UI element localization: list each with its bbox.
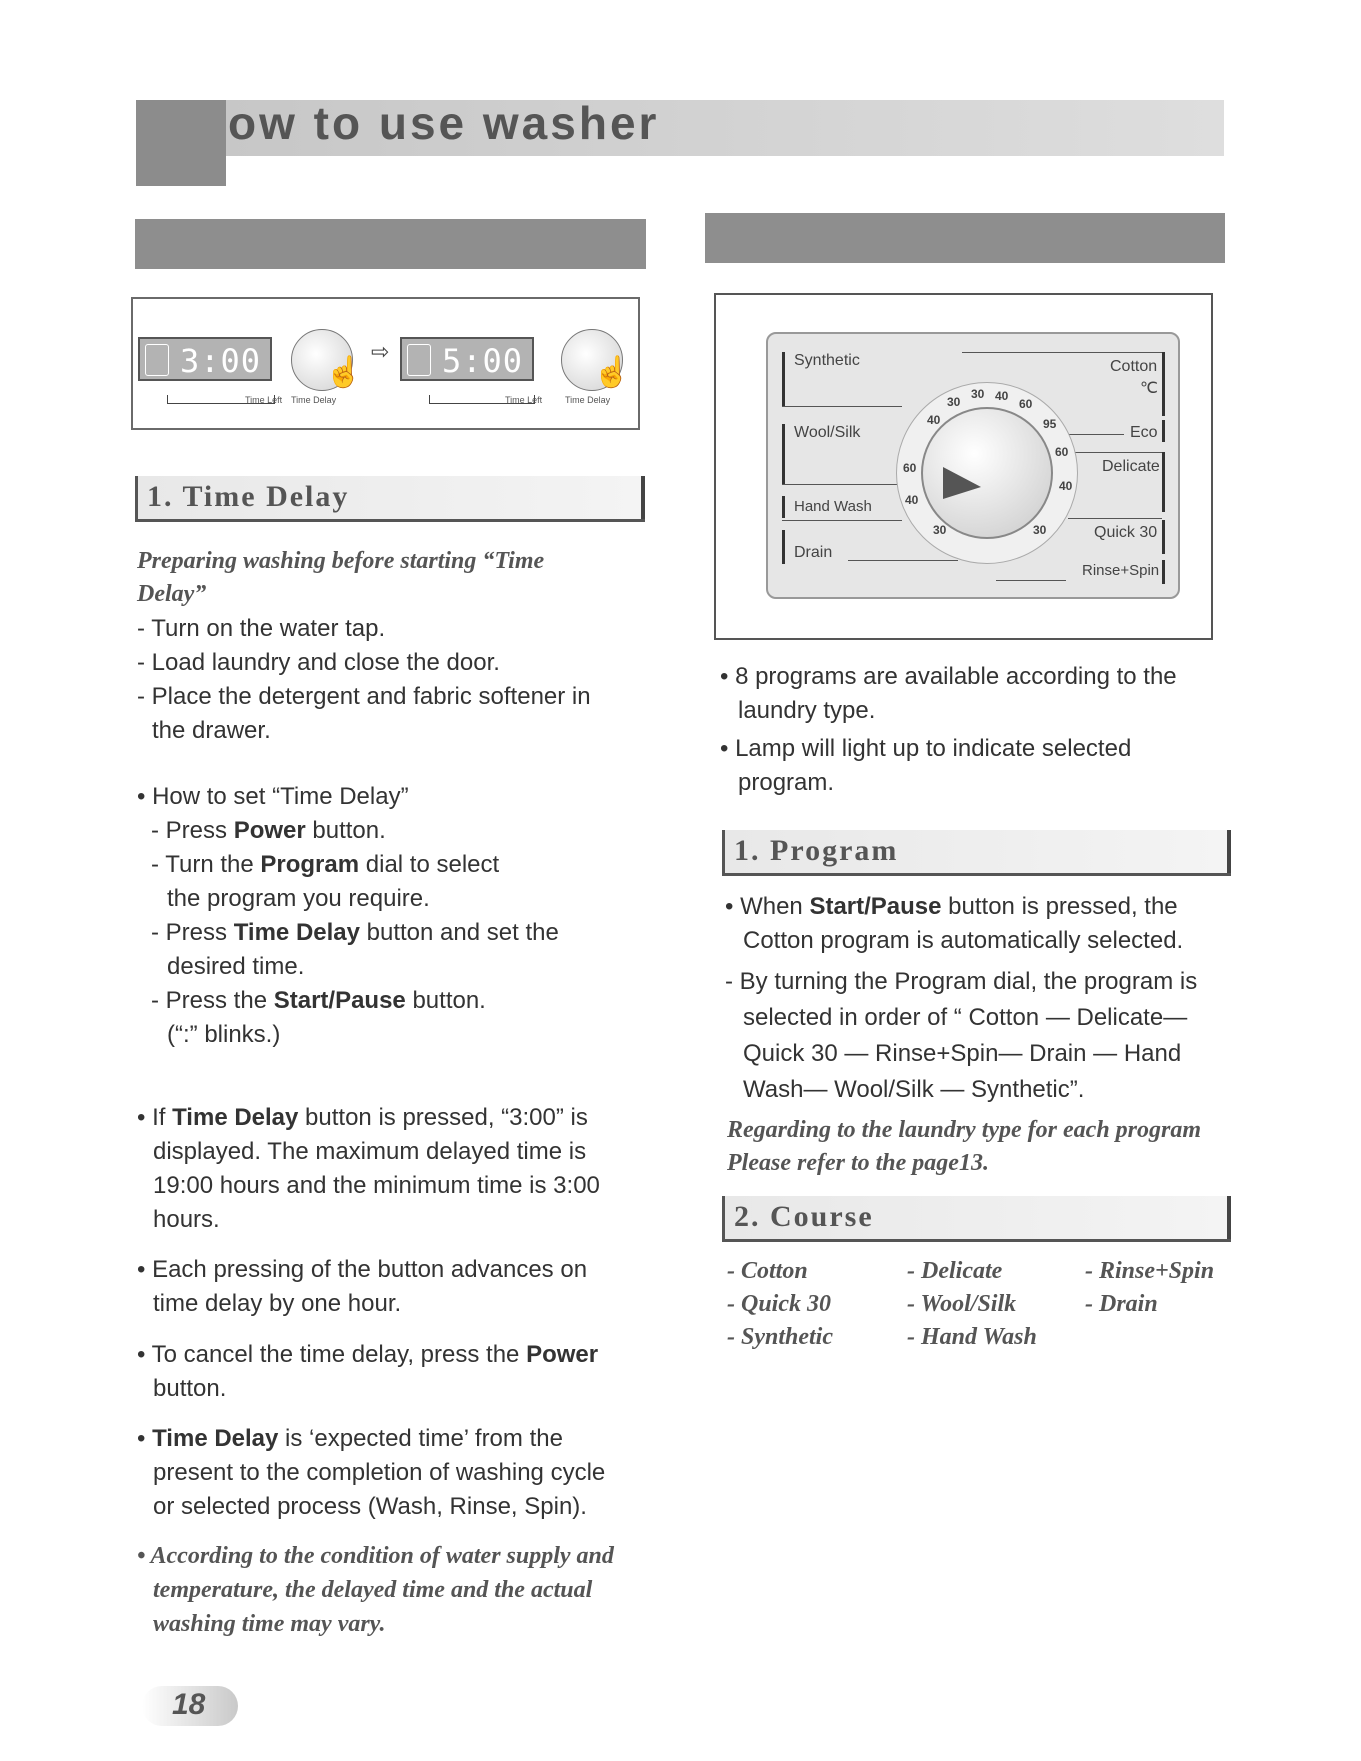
bullet-expected-time: • Time Delay is ‘expected time’ from the present to the completion of washing cycle or selected process (Wash, Rinse, Spin). <box>137 1425 606 1520</box>
program-dial: 40 30 30 40 60 95 60 40 30 30 40 60 <box>896 382 1078 564</box>
dial-faceplate <box>766 332 1180 599</box>
program-eco-label: Eco <box>1130 424 1158 441</box>
dial-knob <box>921 407 1053 539</box>
header-initial-block <box>136 100 226 186</box>
subheading-time-delay: 1. Time Delay <box>135 476 645 522</box>
subheading-course: 2. Course <box>722 1196 1231 1242</box>
bullet-each-press: • Each pressing of the button advances on time delay by one hour. <box>137 1256 588 1317</box>
program-wool-label: Wool/Silk <box>794 424 861 441</box>
laundry-type-reference: Regarding to the laundry type for each program Please refer to the page13. <box>727 1117 1202 1176</box>
bullet-time-delay-pressed: • If Time Delay button is pressed, “3:00” is displayed. The maximum delayed time is 19:00 hours and the minimum time is 3:00 hours. <box>137 1104 600 1233</box>
step-3-cont: desired time. <box>167 953 305 980</box>
list-item: - Rinse+Spin <box>1085 1258 1215 1284</box>
list-item: - Synthetic <box>727 1324 833 1350</box>
time-delay-label-1: Time Delay <box>291 395 337 405</box>
prep-title: Preparing washing before starting “Time Delay” <box>137 548 545 607</box>
list-item: - Turn on the water tap. <box>137 615 386 642</box>
celsius-label: ℃ <box>1140 380 1158 397</box>
list-item: - Hand Wash <box>907 1324 1037 1350</box>
list-item: - Place the detergent and fabric softener in <box>137 683 591 710</box>
section-bar-left <box>135 219 646 269</box>
course-list <box>727 1255 1237 1354</box>
list-item: - Load laundry and close the door. <box>137 649 500 676</box>
time-left-label: Time Left <box>245 395 283 405</box>
page-number-badge <box>142 1686 238 1726</box>
pointing-hand-icon: ☝ <box>593 356 631 389</box>
program-dial-illustration <box>714 293 1213 640</box>
program-quick-30-label: Quick 30 <box>1094 524 1158 541</box>
list-item: - Wool/Silk <box>907 1291 1017 1317</box>
step-3: - Press Time Delay button and set the <box>151 919 559 946</box>
page-title: ow to use washer <box>228 97 660 149</box>
program-start-pause: • When Start/Pause button is pressed, the Cotton program is automatically selected. <box>725 893 1184 954</box>
dial-pointer-icon <box>923 409 1051 537</box>
step-2-cont: the program you require. <box>167 885 430 912</box>
list-item: - Cotton <box>727 1258 808 1284</box>
list-item: - Delicate <box>907 1258 1003 1284</box>
section-bar-right <box>705 213 1225 263</box>
program-rinse-spin-label: Rinse+Spin <box>1082 562 1160 579</box>
program-cotton-label: Cotton <box>1110 358 1158 375</box>
program-drain-label: Drain <box>794 544 833 561</box>
intro-programs: • 8 programs are available according to the laundry type. <box>720 663 1177 724</box>
intro-lamp: • Lamp will light up to indicate selected program. <box>720 735 1132 796</box>
how-title: • How to set “Time Delay” <box>137 783 409 810</box>
time-delay-label-2: Time Delay <box>565 395 611 405</box>
time-left-label: Time Left <box>505 395 543 405</box>
lcd-display-1: 3:00 <box>138 337 272 381</box>
how-to-set <box>137 780 637 1052</box>
step-1: - Press Power button. <box>151 817 386 844</box>
arrow-icon: ⇨ <box>371 339 390 364</box>
lcd-status-icon <box>145 344 169 376</box>
lcd-display-2: 5:00 <box>400 337 534 381</box>
program-synthetic-label: Synthetic <box>794 352 860 369</box>
program-delicate-label: Delicate <box>1102 458 1160 475</box>
step-4-cont: (“:” blinks.) <box>167 1021 281 1048</box>
time-delay-display-illustration <box>131 297 640 430</box>
bullet-cancel: • To cancel the time delay, press the Power button. <box>137 1341 599 1402</box>
step-4: - Press the Start/Pause button. <box>151 987 486 1014</box>
note-delay-may-vary: • According to the condition of water supply and temperature, the delayed time and the actual washing time may vary. <box>137 1543 614 1637</box>
list-item: - Quick 30 <box>727 1291 831 1317</box>
prep-list <box>137 612 637 748</box>
program-hand-wash-label: Hand Wash <box>794 498 872 515</box>
lcd-status-icon <box>407 344 431 376</box>
page-number: 18 <box>172 1688 206 1721</box>
step-2: - Turn the Program dial to select <box>151 851 500 878</box>
list-item: - Drain <box>1085 1291 1158 1317</box>
subheading-program: 1. Program <box>722 830 1231 876</box>
program-dial-order: - By turning the Program dial, the program is selected in order of “ Cotton — Delicate— Quick 30 — Rinse+Spin— Drain — Hand Wash— Wool/Silk — Synthetic”. <box>725 968 1198 1103</box>
list-item: the drawer. <box>152 717 271 744</box>
pointing-hand-icon: ☝ <box>325 356 363 389</box>
